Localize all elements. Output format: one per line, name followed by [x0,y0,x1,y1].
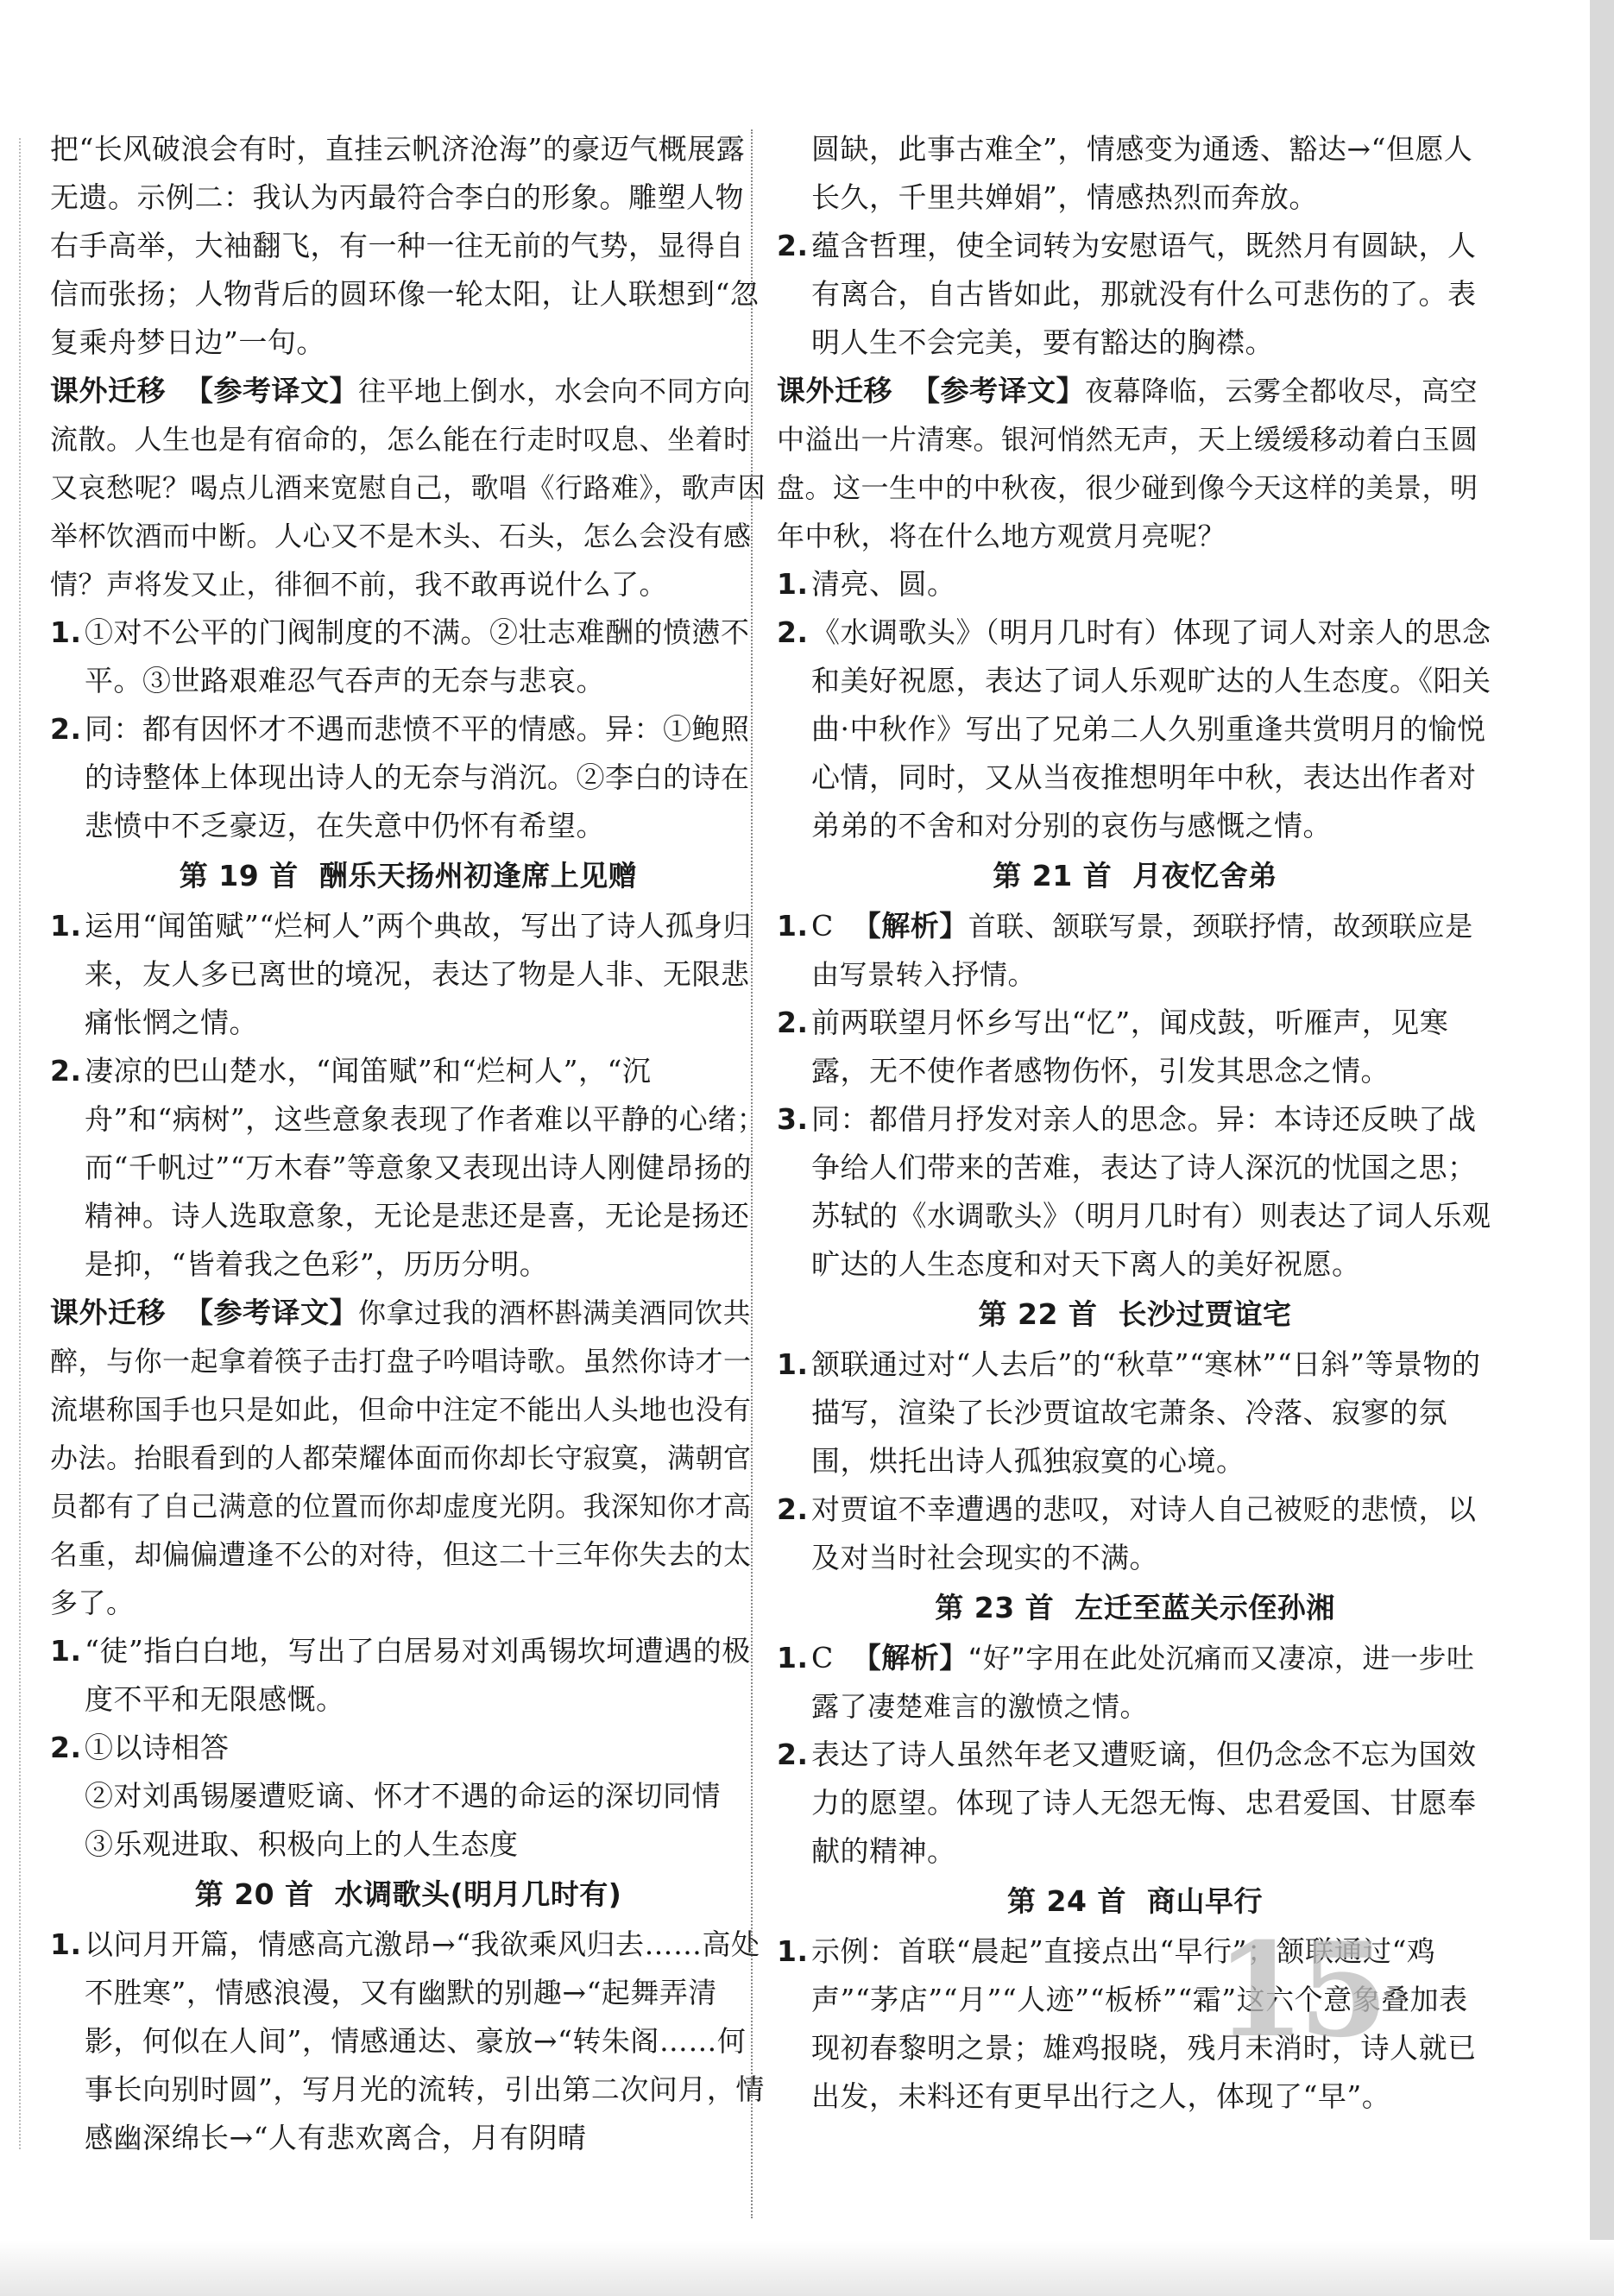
poem-number: 第 24 首 [1007,1884,1126,1918]
continued-paragraph: 圆缺，此事古难全”，情感变为通透、豁达→“但愿人长久，千里共婵娟”，情感热烈而奔放。 [811,132,1473,214]
page-number: 15 [1215,1914,1382,2066]
item-number: 1. [50,1927,82,1961]
item-number: 2. [50,712,82,746]
section-heading-22 [777,1289,1493,1340]
section-heading-21 [777,850,1493,902]
poem-number: 第 20 首 [194,1877,314,1911]
item-number: 2. [777,229,809,262]
item-number: 2. [50,1054,82,1088]
answer-item [777,222,1493,367]
bottom-edge-shadow [0,2240,1614,2296]
item-text: 《水调歌头》（明月几时有）体现了词人对亲人的思念和美好祝愿，表达了词人乐观旷达的人生态度。《阳关曲·中秋作》写出了兄弟二人久别重逢共赏明月的愉悦心情，同时，又从当夜推想明年中秋，表达出作者对弟弟的不舍和对分别的哀伤与感慨之情。 [811,615,1491,842]
poem-title: 长沙过贾谊宅 [1118,1297,1292,1331]
translation-text: 往平地上倒水，水会向不同方向流散。人生也是有宿命的，怎么能在行走时叹息、坐着时又哀愁呢？喝点儿酒来宽慰自己，歌唱《行路难》，歌声因举杯饮酒而中断。人心又不是木头、石头，怎么会没有感情？声将发又止，徘徊不前，我不敢再说什么了。 [50,375,766,601]
answer-item [777,1634,1493,1731]
answer-item [777,999,1493,1095]
item-number: 1. [50,615,82,649]
section-heading-23 [777,1582,1493,1634]
poem-title: 酬乐天扬州初逢席上见赠 [318,859,638,893]
extension-label: 课外迁移 [50,1296,166,1329]
choice-answer: C [811,909,834,943]
translation-text: 你拿过我的酒杯斟满美酒同饮共醉，与你一起拿着筷子击打盘子吟唱诗歌。虽然你诗才一流堪称国手也只是如此，但命中注定不能出人头地也没有办法。抬眼看到的人都荣耀体面而你却长守寂寞，满朝官员都有了自己满意的位置而你却虚度光阴。我深知你才高名重，却偏偏遭逢不公的对待，但这二十三年你失去的太多了。 [50,1296,752,1619]
item-number: 2. [777,1006,809,1039]
poem-number: 第 23 首 [935,1591,1055,1624]
item-text: “徒”指白白地，写出了白居易对刘禹锡坎坷遭遇的极度不平和无限感慨。 [85,1634,751,1716]
answer-item [777,1731,1493,1876]
answer-item [777,1927,1493,2121]
poem-number: 第 19 首 [179,859,299,893]
continued-paragraph: 把“长风破浪会有时，直挂云帆济沧海”的豪迈气概展露无遗。示例二：我认为丙最符合李白的形象。雕塑人物右手高举，大袖翻飞，有一种一往无前的气势，显得自信而张扬；人物背后的圆环像一轮太阳，让人联想到“忽复乘舟梦日边”一句。 [50,132,760,359]
item-number: 1. [50,1634,82,1668]
answer-subitem: ②对刘禹锡屡遭贬谪、怀才不遇的命运的深切同情 [85,1779,721,1813]
analysis-tag: 【解析】 [852,1641,968,1675]
translation-tag: 【参考译文】 [911,374,1085,407]
answer-item [777,560,1493,609]
extension-translation [777,367,1493,560]
right-column [777,125,1493,2121]
item-text: ①以诗相答 [85,1731,230,1764]
outer-margin-rule [19,138,21,2149]
item-text: 同：都有因怀才不遇而悲愤不平的情感。异：①鲍照的诗整体上体现出诗人的无奈与消沉。②李白的诗在悲愤中不乏豪迈，在失意中仍怀有希望。 [85,712,750,842]
item-text: 表达了诗人虽然年老又遭贬谪，但仍念念不忘为国效力的愿望。体现了诗人无怨无悔、忠君爱国、甘愿奉献的精神。 [811,1738,1477,1868]
section-heading-24 [777,1876,1493,1927]
item-text: 颔联通过对“人去后”的“秋草”“寒林”“日斜”等景物的描写，渲染了长沙贾谊故宅萧条、冷落、寂寥的氛围，烘托出诗人孤独寂寞的心境。 [811,1347,1481,1478]
left-column [50,125,766,2162]
answer-subitem: ③乐观进取、积极向上的人生态度 [85,1827,519,1861]
item-text: ①对不公平的门阀制度的不满。②壮志难酬的愤懑不平。③世路艰难忍气吞声的无奈与悲哀。 [85,615,750,697]
translation-text: 夜幕降临，云雾全都收尽，高空中溢出一片清寒。银河悄然无声，天上缓缓移动着白玉圆盘。这一生中的中秋夜，很少碰到像今天这样的美景，明年中秋，将在什么地方观赏月亮呢？ [777,375,1478,552]
item-text: 以问月开篇，情感高亢激昂→“我欲乘风归去……高处不胜寒”，情感浪漫，又有幽默的别趣→“起舞弄清影，何似在人间”，情感通达、豪放→“转朱阁……何事长向别时圆”，写月光的流转，引出第二次问月，情感幽深绵长→“人有悲欢离合，月有阴晴 [85,1927,765,2154]
poem-title: 水调歌头(明月几时有) [334,1877,622,1911]
answer-item [50,1627,766,1724]
item-number: 1. [777,1347,809,1381]
choice-answer: C [811,1641,834,1675]
answer-item [50,1724,766,1772]
item-text: 前两联望月怀乡写出“忆”，闻戍鼓，听雁声，见寒露，无不使作者感物伤怀，引发其思念之情。 [811,1006,1449,1088]
section-heading-19 [50,850,766,902]
item-text: 凄凉的巴山楚水，“闻笛赋”和“烂柯人”，“沉舟”和“病树”，这些意象表现了作者难以平静的心绪；而“千帆过”“万木春”等意象又表现出诗人刚健昂扬的精神。诗人选取意象，无论是悲还是喜，无论是扬还是抑，“皆着我之色彩”，历历分明。 [85,1054,766,1281]
answer-item [50,1047,766,1289]
answer-item [777,1340,1493,1485]
answer-item [777,1095,1493,1289]
answer-item [777,609,1493,850]
item-number: 1. [50,909,82,943]
item-number: 2. [50,1731,82,1764]
item-number: 1. [777,1934,809,1968]
answer-item [50,902,766,1047]
item-number: 2. [777,615,809,649]
translation-tag: 【参考译文】 [184,374,358,407]
analysis-tag: 【解析】 [852,909,968,943]
item-text: 运用“闻笛赋”“烂柯人”两个典故，写出了诗人孤身归来，友人多已离世的境况，表达了物是人非、无限悲痛怅惘之情。 [85,909,752,1039]
extension-translation [50,1289,766,1627]
item-number: 1. [777,909,809,943]
poem-title: 商山早行 [1146,1884,1263,1918]
translation-tag: 【参考译文】 [184,1296,358,1329]
item-text: 首联、颔联写景，颈联抒情，故颈联应是由写景转入抒情。 [811,910,1473,991]
poem-number: 第 22 首 [978,1297,1098,1331]
extension-label: 课外迁移 [50,374,166,407]
answer-item [50,609,766,705]
section-heading-20 [50,1869,766,1921]
answer-item [777,902,1493,999]
item-text: 蕴含哲理，使全词转为安慰语气，既然月有圆缺，人有离合，自古皆如此，那就没有什么可悲伤的了。表明人生不会完美，要有豁达的胸襟。 [811,229,1477,359]
extension-translation [50,367,766,609]
item-text: “好”字用在此处沉痛而又凄凉，进一步吐露了凄楚难言的激愤之情。 [811,1642,1475,1723]
item-text: 清亮、圆。 [811,567,956,601]
item-text: 同：都借月抒发对亲人的思念。异：本诗还反映了战争给人们带来的苦难，表达了诗人深沉的忧国之思；苏轼的《水调歌头》（明月几时有）则表达了词人乐观旷达的人生态度和对天下离人的美好祝愿。 [811,1102,1491,1281]
poem-title: 左迁至蓝关示侄孙湘 [1075,1591,1335,1624]
answer-item [50,1921,766,2162]
answer-item [50,705,766,850]
item-text: 对贾谊不幸遭遇的悲叹，对诗人自己被贬的悲愤，以及对当时社会现实的不满。 [811,1492,1477,1574]
item-text: 示例：首联“晨起”直接点出“早行”；颔联通过“鸡声”“茅店”“月”“人迹”“板桥”“霜”这六个意象叠加表现初春黎明之景；雄鸡报晓，残月未消时，诗人就已出发，未料还有更早出行之人，体现了“早”。 [811,1934,1477,2113]
item-number: 1. [777,1641,809,1675]
page-edge-shadow [1590,0,1614,2296]
item-number: 2. [777,1738,809,1771]
answer-item [777,1485,1493,1582]
extension-label: 课外迁移 [777,374,892,407]
item-number: 2. [777,1492,809,1526]
poem-number: 第 21 首 [993,859,1113,893]
item-number: 3. [777,1102,809,1136]
poem-title: 月夜忆舍弟 [1132,859,1277,893]
item-number: 1. [777,567,809,601]
